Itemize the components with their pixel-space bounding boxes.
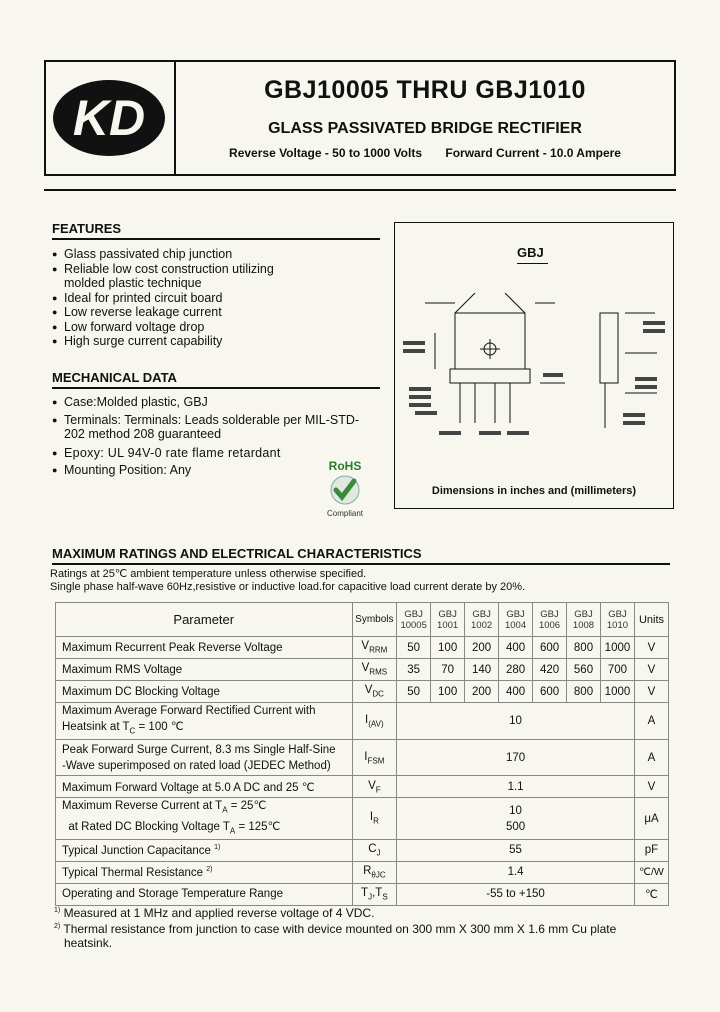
col-units: Units — [634, 603, 668, 637]
table-row: Typical Thermal Resistance $^{2)}$ $R_{\theta JC}$ 1.4 ℃/W — [56, 861, 669, 883]
col-device: GBJ 1002 — [465, 603, 499, 637]
table-row: Typical Junction Capacitance $^{1)}$ $C_J$ 55 pF — [56, 839, 669, 861]
features-heading: FEATURES — [52, 221, 380, 240]
col-device: GBJ 10005 — [397, 603, 431, 637]
table-row: Maximum Forward Voltage at 5.0 A DC and 25 ℃ $V_F$ 1.1 V — [56, 776, 669, 798]
header-rule — [44, 189, 676, 191]
rohs-text: RoHS — [328, 459, 362, 473]
col-device: GBJ 1010 — [600, 603, 634, 637]
table-row: Peak Forward Surge Current, 8.3 ms Single Half-Sine -Wave superimposed on rated load (JEDEC Method) $I_{FSM}$ 170 A — [56, 740, 669, 776]
feature-item: ● Ideal for printed circuit board — [52, 291, 380, 306]
feature-item: ● Reliable low cost construction utilizing molded plastic technique — [52, 262, 314, 291]
col-parameter: Parameter — [56, 603, 353, 637]
footnote-1: $^{1)}$ Measured at 1 MHz and applied reverse voltage of 4 VDC. — [54, 906, 375, 920]
table-row: Maximum Reverse Current at $T_A$ = 25℃ at Rated DC Blocking Voltage $T_A$ = 125℃ $I_R$ 10 500 μA — [56, 798, 669, 840]
mechanical-mounting: ● Mounting Position: Any — [52, 463, 380, 478]
ratings-note-1: Ratings at 25℃ ambient temperature unless otherwise specified. — [50, 568, 367, 580]
mechanical-heading: MECHANICAL DATA — [52, 370, 380, 389]
features-section — [52, 221, 380, 349]
mechanical-terminals: ● Terminals: Terminals: Leads solderable per MIL-STD-202 method 208 guaranteed — [52, 413, 374, 442]
kd-logo — [46, 62, 172, 174]
footnote-2-cont: heatsink. — [64, 936, 113, 950]
package-diagram-box — [394, 222, 674, 509]
table-row: Maximum Recurrent Peak Reverse Voltage $V_{RRM}$ 50 100 200 400 600 800 1000 V — [56, 637, 669, 659]
rohs-badge — [322, 458, 368, 518]
ratings-notes — [50, 568, 525, 594]
package-outline-diagram — [395, 293, 673, 463]
feature-item: ● Low reverse leakage current — [52, 305, 380, 320]
col-device: GBJ 1008 — [567, 603, 601, 637]
footnotes — [54, 904, 674, 950]
forward-current-spec: Forward Current - 10.0 Ampere — [445, 146, 621, 160]
table-header-row — [56, 603, 669, 637]
table-row: Operating and Storage Temperature Range $T_J,T_S$ -55 to +150 ℃ — [56, 883, 669, 905]
logo-cell — [46, 62, 176, 174]
feature-item: ● Glass passivated chip junction — [52, 247, 380, 262]
ratings-heading-text: MAXIMUM RATINGS AND ELECTRICAL CHARACTERISTICS — [52, 546, 670, 565]
table-row: Maximum RMS Voltage $V_{RMS}$ 35 70 140 280 420 560 700 V — [56, 659, 669, 681]
page-title: GBJ10005 THRU GBJ1010 — [264, 76, 586, 104]
feature-item: ● High surge current capability — [52, 334, 380, 349]
col-device: GBJ 1001 — [431, 603, 465, 637]
spec-line — [176, 146, 674, 160]
package-caption: Dimensions in inches and (millimeters) — [431, 485, 637, 497]
mechanical-case: ● Case:Molded plastic, GBJ — [52, 395, 380, 410]
ratings-note-2: Single phase half-wave 60Hz,resistive or inductive load.for capacitive load current derate by 20%. — [50, 581, 526, 593]
rohs-compliant-text: Compliant — [326, 509, 364, 518]
reverse-voltage-spec: Reverse Voltage - 50 to 1000 Volts — [229, 146, 423, 160]
mechanical-epoxy: ● Epoxy: UL 94V-0 rate flame retardant — [52, 446, 380, 461]
features-list — [52, 247, 380, 349]
logo-text: KD — [72, 90, 146, 146]
ratings-table — [55, 602, 669, 906]
ratings-heading — [52, 546, 670, 565]
page-subtitle: GLASS PASSIVATED BRIDGE RECTIFIER — [268, 120, 582, 137]
col-symbols: Symbols — [352, 603, 397, 637]
table-row: Maximum Average Forward Rectified Current with Heatsink at $T_C = 100$ ℃ $I_{(AV)}$ 10 A — [56, 703, 669, 740]
col-device: GBJ 1004 — [499, 603, 533, 637]
col-device: GBJ 1006 — [533, 603, 567, 637]
footnote-2: $^{2)}$ Thermal resistance from junction to case with device mounted on 300 mm X 300 mm X 1.6 mm Cu plate — [54, 922, 617, 936]
rohs-icon — [322, 458, 368, 518]
feature-item: ● Low forward voltage drop — [52, 320, 380, 335]
header-box — [44, 60, 676, 176]
package-label: GBJ — [517, 245, 548, 264]
table-row: Maximum DC Blocking Voltage $V_{DC}$ 50 100 200 400 600 800 1000 V — [56, 681, 669, 703]
